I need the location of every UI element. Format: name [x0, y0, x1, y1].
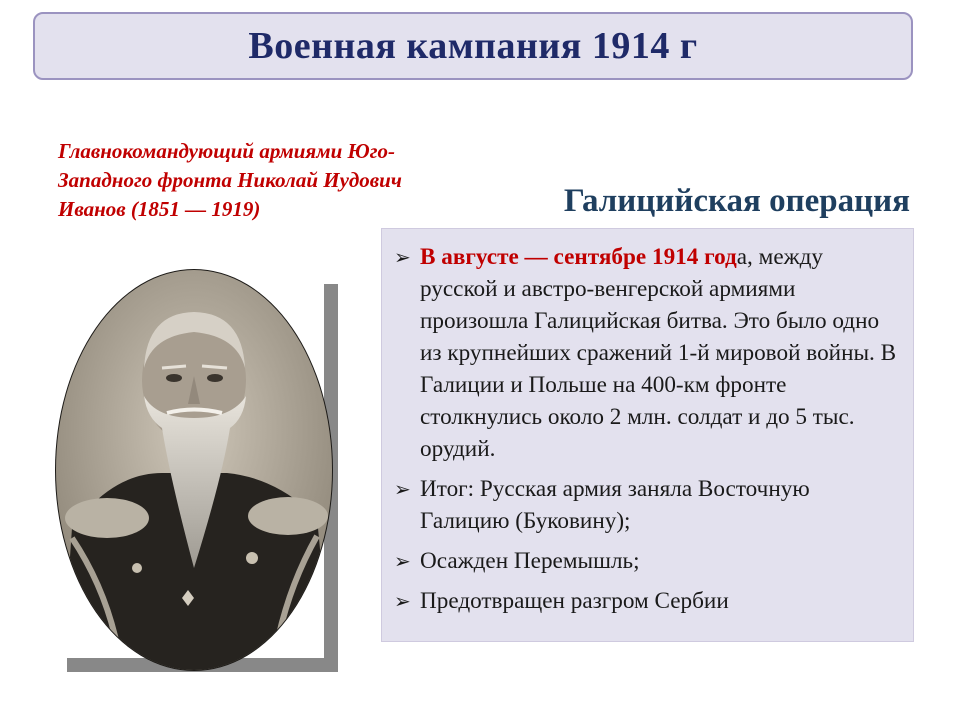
arrow-right-icon: ➢: [394, 245, 411, 269]
portrait-caption: Главнокомандующий армиями Юго-Западного фронта Николай Иудович Иванов (1851 — 1919): [58, 139, 402, 221]
bullet-list: [382, 229, 913, 617]
bullet-text: Осажден Перемышль;: [420, 548, 640, 574]
slide-title: Военная кампания 1914 г: [248, 25, 698, 67]
bullet-item: [394, 241, 897, 465]
portrait-image: [52, 268, 336, 673]
section-heading: Галицийская операция: [563, 183, 910, 219]
arrow-right-icon: ➢: [394, 477, 411, 501]
operation-details-box: [381, 228, 914, 642]
bullet-body: а, между русской и австро-венгерской армиями произошла Галицийская битва. Это было одно из крупнейших сражений 1-й мировой войны. В Галиции и Польше на 400-км фронте столкнулись около 2 млн. солдат и до 5 тыс. орудий.: [420, 244, 897, 462]
title-bar: [33, 12, 913, 80]
bullet-item: [394, 545, 897, 577]
arrow-right-icon: ➢: [394, 549, 411, 573]
portrait-illustration: [52, 268, 336, 673]
bullet-item: [394, 473, 897, 537]
bullet-item: [394, 585, 897, 617]
bullet-text: [420, 241, 897, 465]
bullet-text: Итог: Русская армия заняла Восточную Галицию (Буковину);: [420, 476, 810, 534]
bullet-highlight: В августе — сентябре 1914 год: [420, 244, 737, 270]
arrow-right-icon: ➢: [394, 589, 411, 613]
bullet-text: Предотвращен разгром Сербии: [420, 588, 729, 614]
